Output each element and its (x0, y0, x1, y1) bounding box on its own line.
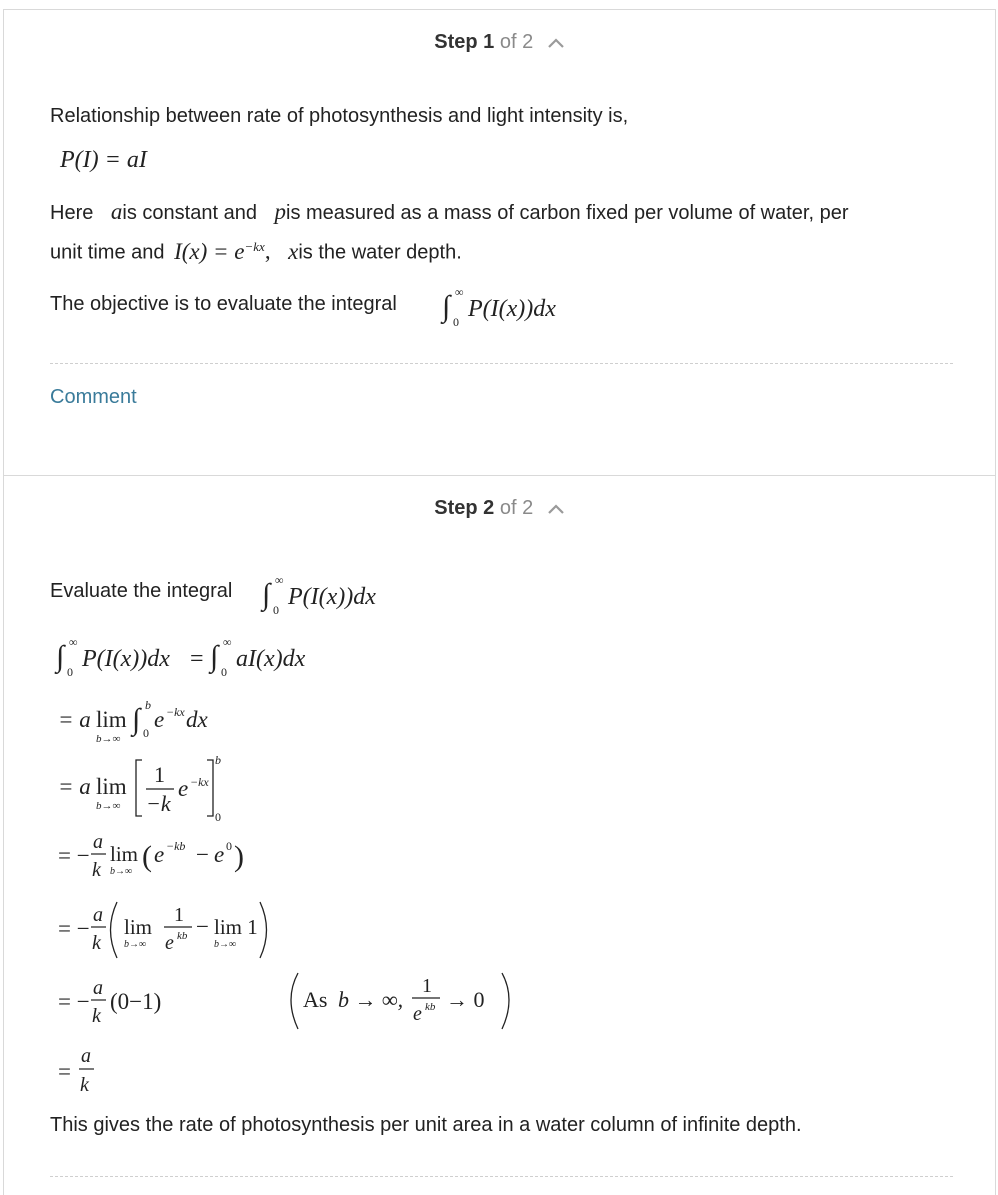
lim: lim (96, 774, 127, 799)
here-word: Here (50, 202, 94, 224)
note-as: As (303, 987, 328, 1012)
integral-upper-limit: ∞ (455, 285, 464, 299)
derivation-line-1 (54, 635, 306, 679)
dx: dx (186, 707, 208, 732)
equals-sign: = (58, 1059, 71, 1084)
e-base: e (413, 1003, 422, 1025)
equals-a: = a (58, 707, 91, 732)
derivation-line-7 (58, 1045, 94, 1096)
integral-upper-limit: ∞ (223, 635, 232, 649)
equals-a: = a (58, 774, 91, 799)
integral-lower-limit: 0 (143, 726, 149, 740)
lim-subscript: b→∞ (96, 800, 121, 812)
integral-sign: ∫ (442, 290, 451, 323)
lim-one: lim 1 (214, 915, 258, 939)
exponent: kb (425, 1001, 436, 1013)
var-a: a (110, 199, 123, 224)
var-x: x (288, 238, 299, 264)
var-p: p (274, 199, 287, 224)
step-2-conclusion: This gives the rate of photosynthesis per unit area in a water column of infinite depth. (50, 1114, 802, 1136)
fraction-denominator: k (92, 859, 101, 881)
lim: lim (110, 842, 139, 866)
fraction-numerator: a (93, 904, 103, 926)
lim-subscript: b→∞ (124, 939, 147, 950)
minus-sign: − (196, 842, 209, 867)
exponent: −kb (166, 839, 186, 853)
lim-subscript: b→∞ (214, 939, 237, 950)
e-base: e (214, 842, 225, 867)
lim-subscript: b→∞ (96, 733, 121, 745)
derivation-line-6 (58, 973, 509, 1029)
equals-sign: = (190, 646, 204, 672)
step-1-unit-time-line (50, 235, 462, 265)
integral-lower-limit: 0 (67, 665, 73, 679)
integral-upper-limit: ∞ (275, 573, 284, 587)
integrand: P(I(x))dx (82, 646, 170, 672)
e-base: e (154, 842, 165, 867)
equation-i-of-x: I(x) = e (174, 238, 245, 264)
zero-minus-one: (0−1) (110, 989, 162, 1014)
e-base: e (178, 776, 189, 801)
step-1-header[interactable] (4, 30, 995, 54)
note-b-arrow: b → ∞, (338, 987, 404, 1012)
evaluate-integral (260, 566, 410, 626)
integral-lower-limit: 0 (221, 665, 227, 679)
step-2-card (3, 475, 996, 1195)
integrand: P(I(x))dx (468, 296, 556, 322)
fraction-denominator: k (92, 1005, 101, 1027)
paren-close: ) (234, 840, 244, 873)
derivation (50, 624, 570, 1104)
fraction-numerator: a (93, 831, 103, 853)
equation-i-of-x-exponent: −kx (244, 239, 265, 254)
integral-upper-limit: ∞ (69, 635, 78, 649)
water-depth-text: is the water depth. (298, 241, 462, 264)
fraction-denominator: k (80, 1074, 89, 1096)
equals-minus: = − (58, 916, 90, 941)
comma: , (264, 238, 271, 264)
step-1-intro: Relationship between rate of photosynthesis and light intensity is, (50, 105, 629, 127)
step-1-label: Step 1 (434, 31, 495, 53)
derivation-line-3 (58, 753, 221, 824)
exponent: 0 (226, 839, 232, 853)
equals-minus: = − (58, 989, 90, 1014)
minus-sign: − (196, 914, 209, 939)
chevron-up-icon[interactable] (547, 502, 565, 516)
lim: lim (124, 915, 153, 939)
bracket-upper-limit: b (215, 753, 221, 767)
divider (50, 1176, 953, 1177)
e-base: e (165, 932, 174, 954)
step-2-evaluate: Evaluate the integral (50, 580, 233, 602)
step-2-of-count: of 2 (499, 497, 534, 519)
step-1-objective: The objective is to evaluate the integral (50, 293, 397, 315)
rhs-integrand: aI(x)dx (236, 646, 306, 672)
fraction-denominator: k (92, 932, 101, 954)
fraction-numerator: 1 (154, 762, 165, 787)
derivation-line-4 (58, 831, 244, 881)
step-2-header[interactable] (4, 496, 995, 520)
exponent: −kx (190, 775, 209, 789)
step-1-of-count: of 2 (499, 31, 534, 53)
lim: lim (96, 707, 127, 732)
fraction-numerator: 1 (174, 904, 184, 926)
fraction-numerator: 1 (422, 975, 432, 997)
integral-sign: ∫ (132, 703, 141, 736)
note-to-zero: → 0 (446, 987, 485, 1012)
derivation-line-5 (58, 902, 267, 958)
integral-sign: ∫ (262, 578, 271, 611)
chevron-up-icon[interactable] (547, 36, 565, 50)
integral-upper-limit: b (145, 698, 151, 712)
integral-sign: ∫ (56, 640, 65, 673)
lim-subscript: b→∞ (110, 866, 133, 877)
unit-time-text: unit time and (50, 241, 165, 264)
objective-integral (440, 278, 590, 338)
comment-link[interactable]: Comment (50, 386, 137, 408)
integrand: P(I(x))dx (288, 584, 376, 610)
step-1-card (3, 9, 996, 476)
paren-open: ( (142, 840, 152, 873)
integral-lower-limit: 0 (273, 603, 279, 617)
equals-minus: = − (58, 843, 90, 868)
fraction-numerator: a (81, 1045, 91, 1067)
exponent: kb (177, 930, 188, 942)
derivation-line-2 (58, 698, 209, 745)
step-2-label: Step 2 (434, 497, 495, 519)
fraction-denominator: −k (146, 791, 171, 816)
step-1-here-line (50, 200, 849, 225)
e-base: e (154, 707, 165, 732)
exponent: −kx (166, 705, 185, 719)
divider (50, 363, 953, 364)
bracket-lower-limit: 0 (215, 810, 221, 824)
integral-sign: ∫ (210, 640, 219, 673)
integral-lower-limit: 0 (453, 315, 459, 329)
equation-p-of-i: P(I) = aI (60, 147, 147, 173)
measured-text: is measured as a mass of carbon fixed per volume of water, per (286, 202, 849, 224)
fraction-numerator: a (93, 977, 103, 999)
is-constant-and-text: is constant and (122, 202, 257, 224)
